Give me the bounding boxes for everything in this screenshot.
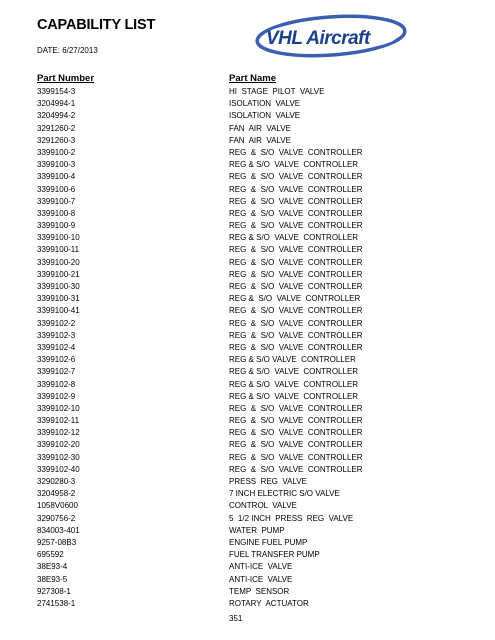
table-row [0,452,495,464]
svg-text:VHL Aircraft: VHL Aircraft [266,28,370,49]
part-name-cell: REG & S/O VALVE CONTROLLER [229,416,363,426]
part-number-cell: 3290280-3 [37,477,76,486]
part-name-cell: HI STAGE PILOT VALVE [229,87,325,96]
part-number-cell: 834003-401 [37,525,80,535]
table-row [0,537,495,549]
table-row [0,184,495,196]
part-name-cell: REG & S/O VALVE CONTROLLER [229,245,363,255]
part-name-cell: ENGINE FUEL PUMP [229,537,308,547]
part-name-cell: REG & S/O VALVE CONTROLLER [229,269,363,279]
table-row [0,403,495,415]
part-number-cell: 3204958-2 [37,489,76,499]
vhl-aircraft-logo [253,14,413,60]
part-number-cell: 3399100-10 [37,233,80,243]
part-number-cell: 1058V0600 [37,501,78,511]
page-number: 351 [229,614,243,623]
table-row [0,318,495,330]
table-row [0,147,495,159]
part-name-cell: ISOLATION VALVE [229,111,301,121]
part-number-cell: 3399100-6 [37,184,76,194]
part-number-cell: 3399100-30 [37,282,80,291]
column-header-part-number: Part Number [37,73,95,84]
table-row [0,464,495,476]
table-row [0,415,495,427]
table-row [0,513,495,525]
part-number-cell: 3399102-40 [37,464,80,474]
part-name-cell: REG & S/O VALVE CONTROLLER [229,403,363,413]
table-row [0,305,495,317]
part-number-cell: 3399102-3 [37,330,76,340]
part-name-cell: REG & S/O VALVE CONTROLLER [229,160,359,170]
part-number-cell: 38E93-5 [37,574,68,584]
part-name-cell: REG & S/O VALVE CONTROLLER [229,257,363,267]
part-number-cell: 3399100-4 [37,172,76,182]
table-row [0,439,495,451]
table-row [0,427,495,439]
part-name-cell: FUEL TRANSFER PUMP [229,550,320,560]
part-name-cell: REG & S/O VALVE CONTROLLER [229,464,363,474]
part-name-cell: REG & S/O VALVE CONTROLLER [229,367,359,377]
part-number-cell: 38E93-4 [37,562,68,572]
column-header-part-name: Part Name [229,73,276,84]
table-row [0,257,495,269]
part-number-cell: 3399102-7 [37,367,76,377]
table-row [0,574,495,586]
table-row [0,232,495,244]
part-number-cell: 3399102-4 [37,342,76,352]
part-number-cell: 3399102-6 [37,355,76,365]
part-number-cell: 3399102-30 [37,452,80,462]
part-number-cell: 695592 [37,550,64,560]
part-number-cell: 3399100-3 [37,160,76,170]
part-name-cell: REG & S/O VALVE CONTROLLER [229,184,363,194]
table-row [0,476,495,488]
part-name-cell: REG & S/O VALVE CONTROLLER [229,391,359,401]
part-name-cell: ISOLATION VALVE [229,99,301,109]
table-row [0,391,495,403]
part-number-cell: 3204994-1 [37,99,76,109]
part-name-cell: REG & S/O VALVE CONTROLLER [229,355,356,365]
table-row [0,549,495,561]
part-name-cell: WATER PUMP [229,525,285,535]
part-number-cell: 3399100-7 [37,196,76,206]
table-row [0,159,495,171]
part-number-cell: 3399154-3 [37,87,76,96]
part-name-cell: CONTROL VALVE [229,501,297,511]
part-name-cell: REG & S/O VALVE CONTROLLER [229,440,363,450]
part-name-cell: REG & S/O VALVE CONTROLLER [229,221,363,231]
part-number-cell: 3291260-2 [37,123,76,133]
part-number-cell: 2741538-1 [37,598,76,608]
table-row [0,379,495,391]
table-row [0,525,495,537]
table-row [0,354,495,366]
part-name-cell: REG & S/O VALVE CONTROLLER [229,294,361,304]
date-line: DATE: 6/27/2013 [37,46,98,55]
table-row [0,171,495,183]
part-name-cell: 5 1/2 INCH PRESS REG VALVE [229,513,354,523]
table-row [0,488,495,500]
part-name-cell: 7 INCH ELECTRIC S/O VALVE [229,489,340,499]
part-name-cell: REG & S/O VALVE CONTROLLER [229,379,359,389]
part-name-cell: ANTI-ICE VALVE [229,574,293,584]
part-name-cell: PRESS REG VALVE [229,477,307,486]
part-name-cell: REG & S/O VALVE CONTROLLER [229,208,363,218]
part-name-cell: REG & S/O VALVE CONTROLLER [229,318,363,328]
table-row [0,598,495,610]
part-number-cell: 3291260-3 [37,135,76,145]
table-row [0,244,495,256]
table-row [0,500,495,512]
table-row [0,86,495,98]
part-name-cell: REG & S/O VALVE CONTROLLER [229,330,363,340]
part-name-cell: REG & S/O VALVE CONTROLLER [229,147,363,157]
part-number-cell: 3399100-11 [37,245,80,255]
part-number-cell: 3399100-2 [37,147,76,157]
table-row [0,110,495,122]
part-number-cell: 3399100-9 [37,221,76,231]
part-name-cell: REG & S/O VALVE CONTROLLER [229,172,363,182]
part-name-cell: REG & S/O VALVE CONTROLLER [229,428,363,438]
part-name-cell: FAN AIR VALVE [229,135,291,145]
part-name-cell: ROTARY ACTUATOR [229,598,309,608]
table-row [0,366,495,378]
part-number-cell: 3399100-41 [37,306,80,316]
part-name-cell: REG & S/O VALVE CONTROLLER [229,282,363,291]
table-row [0,281,495,293]
table-row [0,135,495,147]
part-name-cell: REG & S/O VALVE CONTROLLER [229,342,363,352]
part-name-cell: REG & S/O VALVE CONTROLLER [229,452,363,462]
table-row [0,98,495,110]
part-number-cell: 3399100-21 [37,269,80,279]
table-row [0,269,495,281]
table-row [0,330,495,342]
part-name-cell: ANTI-ICE VALVE [229,562,293,572]
table-row [0,342,495,354]
table-row [0,123,495,135]
part-number-cell: 3399102-8 [37,379,76,389]
part-number-cell: 927308-1 [37,586,71,596]
part-name-cell: REG & S/O VALVE CONTROLLER [229,233,359,243]
table-row [0,208,495,220]
part-number-cell: 3290756-2 [37,513,76,523]
part-number-cell: 3204994-2 [37,111,76,121]
table-row [0,220,495,232]
part-name-cell: FAN AIR VALVE [229,123,291,133]
part-name-cell: REG & S/O VALVE CONTROLLER [229,196,363,206]
part-number-cell: 3399102-10 [37,403,80,413]
part-number-cell: 3399100-20 [37,257,80,267]
part-name-cell: REG & S/O VALVE CONTROLLER [229,306,363,316]
part-number-cell: 9257-08B3 [37,537,77,547]
table-row [0,561,495,573]
part-number-cell: 3399102-2 [37,318,76,328]
table-row [0,196,495,208]
page-title: CAPABILITY LIST [37,17,156,33]
part-number-cell: 3399102-11 [37,416,80,426]
table-row [0,293,495,305]
part-name-cell: TEMP SENSOR [229,586,290,596]
part-number-cell: 3399102-20 [37,440,80,450]
part-number-cell: 3399102-12 [37,428,80,438]
capability-table [0,86,495,610]
table-row [0,586,495,598]
part-number-cell: 3399100-8 [37,208,76,218]
part-number-cell: 3399100-31 [37,294,80,304]
part-number-cell: 3399102-9 [37,391,76,401]
